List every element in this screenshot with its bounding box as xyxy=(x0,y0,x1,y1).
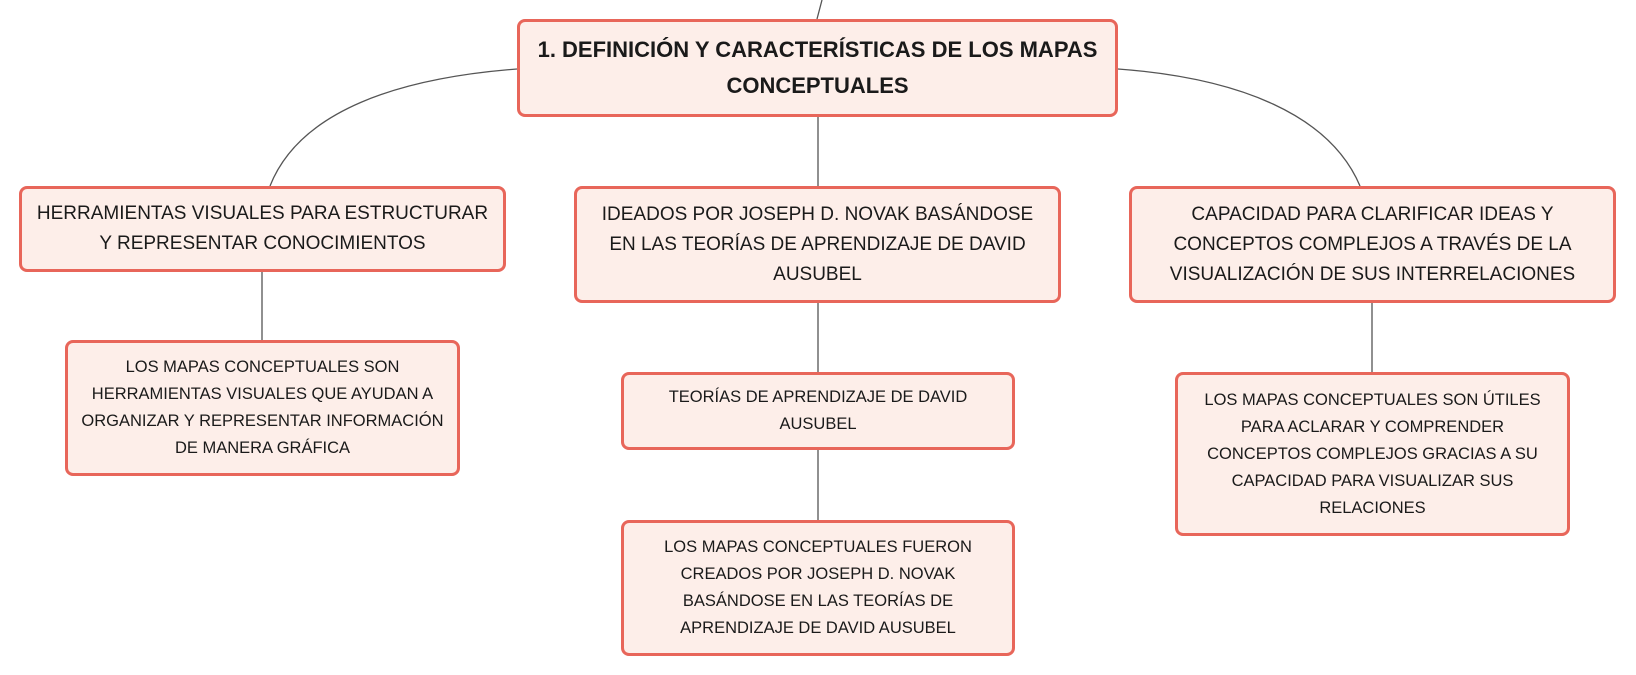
branch-1-topic[interactable] xyxy=(19,186,506,272)
branch-1-label: HERRAMIENTAS VISUALES PARA ESTRUCTURAR Y REPRESENTAR CONOCIMIENTOS xyxy=(36,203,489,254)
branch-3-topic[interactable] xyxy=(1129,186,1616,303)
branch-2-child-2-label: LOS MAPAS CONCEPTUALES FUERON CREADOS POR JOSEPH D. NOVAK BASÁNDOSE EN LAS TEORÍAS DE APRENDIZAJE DE DAVID AUSUBEL xyxy=(664,538,972,637)
connector-root-to-branch-1 xyxy=(270,69,517,186)
branch-2-label: IDEADOS POR JOSEPH D. NOVAK BASÁNDOSE EN LAS TEORÍAS DE APRENDIZAJE DE DAVID AUSUBEL xyxy=(601,203,1034,285)
branch-3-child-1-label: LOS MAPAS CONCEPTUALES SON ÚTILES PARA ACLARAR Y COMPRENDER CONCEPTOS COMPLEJOS GRACIAS A SU CAPACIDAD PARA VISUALIZAR SUS RELACIONES xyxy=(1204,390,1541,517)
branch-2-child-1-topic[interactable] xyxy=(621,372,1015,450)
branch-2-child-2-topic[interactable] xyxy=(621,520,1015,656)
branch-1-child-1-label: LOS MAPAS CONCEPTUALES SON HERRAMIENTAS VISUALES QUE AYUDAN A ORGANIZAR Y REPRESENTAR INFORMACIÓN DE MANERA GRÁFICA xyxy=(81,358,444,457)
connector-root-to-branch-3 xyxy=(1118,69,1360,186)
branch-2-child-1-label: TEORÍAS DE APRENDIZAJE DE DAVID AUSUBEL xyxy=(668,388,968,433)
root-topic[interactable] xyxy=(517,19,1118,117)
connector-parent-to-root xyxy=(817,0,822,19)
branch-3-child-1-topic[interactable] xyxy=(1175,372,1570,536)
branch-1-child-1-topic[interactable] xyxy=(65,340,460,476)
branch-2-topic[interactable] xyxy=(574,186,1061,303)
root-topic-label: 1. DEFINICIÓN Y CARACTERÍSTICAS DE LOS MAPAS CONCEPTUALES xyxy=(537,37,1098,98)
branch-3-label: CAPACIDAD PARA CLARIFICAR IDEAS Y CONCEPTOS COMPLEJOS A TRAVÉS DE LA VISUALIZACIÓN DE SUS INTERRELACIONES xyxy=(1169,203,1576,285)
